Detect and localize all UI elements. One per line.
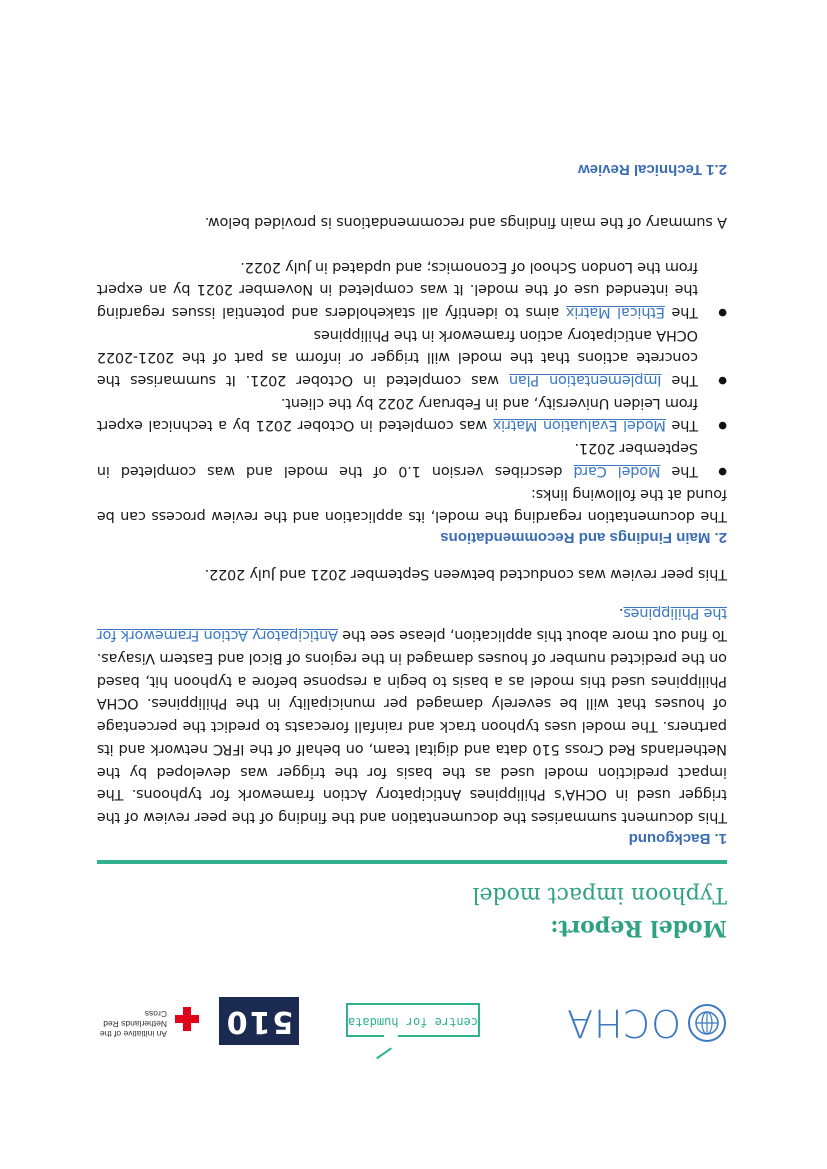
list-item-prefix: The [661,372,698,389]
logo-bar [99,989,727,1049]
red-cross-icon [173,1005,201,1033]
implementation-plan-link[interactable]: Implementation Plan [509,372,662,389]
list-item-text: was completed in October 2021. It summarises the concrete actions that the model will trigger or inform as part of the 2021-2022 OCHA anticipatory action framework in the Philippines [96,326,698,389]
list-item-text: describes version 1.0 of the model and was completed in September 2021. [97,440,698,479]
model-evaluation-matrix-link[interactable]: Model Evaluation Matrix [492,417,666,434]
list-item [97,323,698,391]
page-title: Model Report: [550,915,727,941]
un-emblem-icon [687,1003,727,1043]
technical-review-heading: 2.1 Technical Review [578,161,727,179]
findings-summary: A summary of the main findings and recommendations is provided below. [204,213,727,230]
model-card-link[interactable]: Model Card [573,462,661,479]
ocha-wordmark: OCHA [565,1001,681,1045]
logo-510: 510 [219,997,299,1045]
humdata-wordmark: centre for humdata [347,1015,479,1029]
background-text-end: . [619,604,624,621]
title-block [472,882,727,941]
list-item [97,391,698,436]
red-cross-caption: An initiative of the Netherlands Red Cross [99,1009,167,1039]
background-paragraph [97,601,727,828]
title-divider [97,860,727,864]
list-item-prefix: The [660,462,698,479]
humdata-frame-tab [376,1047,392,1059]
list-item [97,436,698,481]
list-item-prefix: The [664,303,698,320]
list-item [97,255,698,323]
page-subtitle: Typhoon impact model [472,882,727,907]
ethical-matrix-link[interactable]: Ethical Matrix [566,303,665,320]
list-item-text: aims to identify all stakeholders and potential issues regarding the intended use of the model. It was completed in November 2021 by an expert from the London School of Economics; and updated in July 2022. [97,258,698,320]
findings-heading: 2. Main Findings and Recommendations [440,529,727,547]
humdata-logo [342,997,480,1049]
document-body [97,161,727,847]
peer-review-period: This peer review was conducted between September 2021 and July 2022. [204,565,727,582]
documentation-list [97,255,727,482]
ocha-logo [566,1001,727,1045]
framework-link[interactable]: Anticipatory Action Framework for the Philippines [97,604,727,644]
background-heading: 1. Backgound [628,830,727,847]
humdata-frame-gap [384,1033,398,1039]
list-item-prefix: The [665,417,698,434]
findings-intro: The documentation regarding the model, its application and the review process can be found at the following links: [97,485,727,525]
list-item-text: was completed in October 2021 by a technical expert from Leiden University, and in February 2022 by the client. [97,394,698,434]
background-text: This document summarises the documentation and the finding of the peer review of the trigger used in OCHA's Philippines Anticipatory Action framework for typhoons. The impact prediction model used as the basis for the trigger was developed by the Netherlands Red Cross 510 data and digital team, on behalf of the IFRC network and its partners. The model uses typhoon track and rainfall forecasts to predict the percentage of houses that will be severely damaged per municipality in the Philippines. OCHA Philippines used this model as a basis to begin a response before a typhoon hit, based on the predicted number of houses damaged in the regions of Bicol and Eastern Visayas. To find out more about this application, please see the [97,627,727,825]
